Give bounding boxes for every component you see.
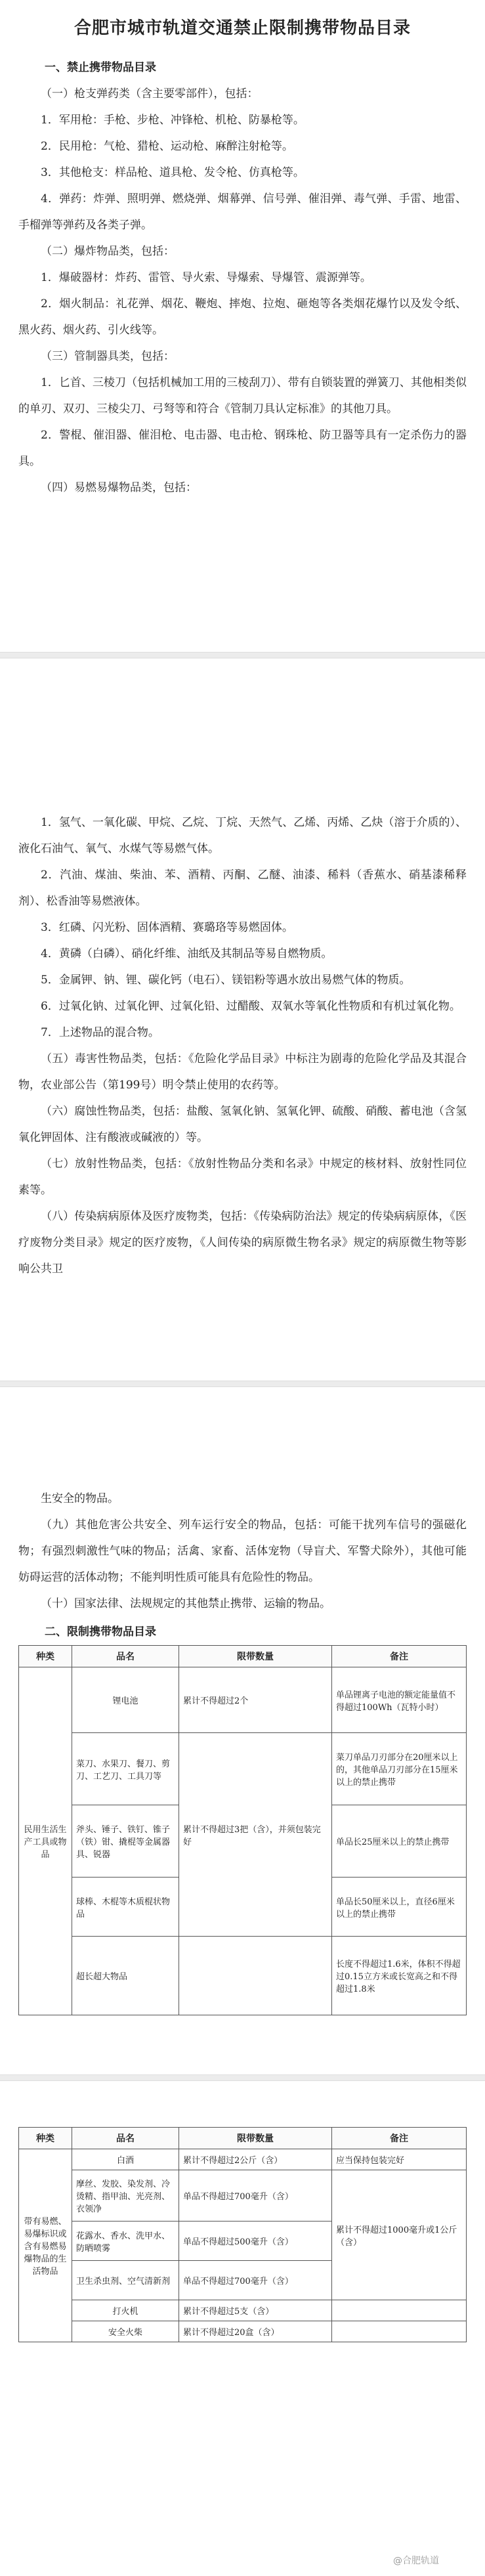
page-divider: [0, 1381, 485, 1387]
paragraph: （八）传染病病原体及医疗废物类，包括：《传染病防治法》规定的传染病病原体，《医疗废物分类目录》规定的医疗废物，《人间传染的病原微生物名录》规定的病原微生物等影响公共卫: [18, 1210, 467, 1276]
page-gap: [0, 2015, 485, 2074]
table-header-row: [19, 1646, 467, 1667]
paragraph: 4．弹药：炸弹、照明弹、燃烧弹、烟幕弹、信号弹、催泪弹、毒气弹、手雷、地雷、手榴弹等弹药及各类子弹。: [18, 192, 467, 232]
table-header-row: [19, 2128, 467, 2149]
table-row: [19, 2321, 467, 2342]
limit-cell: 单品不得超过700毫升（含）: [179, 2261, 332, 2300]
item-name-cell: 菜刀、水果刀、餐刀、剪刀、工艺刀、工具刀等: [72, 1733, 179, 1805]
note-cell: 累计不得超过1000毫升或1公斤（含）: [332, 2170, 467, 2300]
column-header: 品名: [72, 1646, 179, 1667]
note-cell: [332, 2321, 467, 2342]
paragraph: 3．红磷、闪光粉、固体酒精、赛璐珞等易燃固体。: [41, 921, 293, 934]
item-name-cell: 斧头、锤子、铁钉、锥子（铁）钳、撬棍等金属器具、锐器: [72, 1805, 179, 1878]
column-header: 限带数量: [179, 2128, 332, 2149]
paragraph: （二）爆炸物品类，包括：: [41, 245, 175, 258]
paragraph: 5．金属钾、钠、锂、碳化钙（电石）、镁铝粉等遇水放出易燃气体的物质。: [41, 974, 411, 987]
note-cell: 菜刀单品刀刃部分在20厘米以上的，其他单品刀刃部分在15厘米以上的禁止携带: [332, 1733, 467, 1805]
note-cell: 单品长50厘米以上，直径6厘米以上的禁止携带: [332, 1878, 467, 1937]
column-header: 备注: [332, 1646, 467, 1667]
table-row: [19, 1937, 467, 2015]
table-row: [19, 2170, 467, 2222]
item-name-cell: 花露水、香水、洗甲水、防晒喷雾: [72, 2222, 179, 2261]
page-divider: [0, 652, 485, 658]
note-cell: 单品锂离子电池的额定能量值不得超过100Wh（瓦特小时）: [332, 1667, 467, 1733]
column-header: 备注: [332, 2128, 467, 2149]
paragraph: 2．民用枪：气枪、猎枪、运动枪、麻醉注射枪等。: [41, 140, 293, 153]
note-cell: 单品长25厘米以上的禁止携带: [332, 1805, 467, 1878]
item-name-cell: 安全火柴: [72, 2321, 179, 2342]
source-watermark: @合肥轨道: [393, 2556, 439, 2566]
paragraph: （三）管制器具类，包括：: [41, 350, 175, 363]
paragraph: 1．匕首、三棱刀（包括机械加工用的三棱刮刀）、带有自锁装置的弹簧刀、其他相类似的单刃、双刃、三棱尖刀、弓弩等和符合《管制刀具认定标准》的其他刀具。: [18, 376, 467, 416]
category-cell: 民用生活生产工具或物品: [19, 1667, 72, 2015]
limit-cell: 累计不得超过2个: [179, 1667, 332, 1733]
item-name-cell: 卫生杀虫剂、空气清新剂: [72, 2261, 179, 2300]
column-header: 限带数量: [179, 1646, 332, 1667]
paragraph: （六）腐蚀性物品类，包括：盐酸、氢氧化钠、氢氧化钾、硫酸、硝酸、蓄电池（含氢氧化钾固体、注有酸液或碱液的）等。: [18, 1105, 467, 1144]
item-name-cell: 球棒、木棍等木质棍状物品: [72, 1878, 179, 1937]
page-gap: [0, 501, 485, 652]
paragraph: （七）放射性物品类，包括：《放射性物品分类和名录》中规定的核材料、放射性同位素等。: [18, 1157, 467, 1197]
item-name-cell: 打火机: [72, 2300, 179, 2321]
limit-cell: [179, 1937, 332, 2015]
limit-cell: 单品不得超过500毫升（含）: [179, 2222, 332, 2261]
category-cell: 带有易燃、易爆标识或含有易燃易爆物品的生活物品: [19, 2149, 72, 2342]
table-row: [19, 1667, 467, 1733]
prohibited-items-part-1: [18, 81, 467, 501]
section-heading-restricted: 二、限制携带物品目录: [45, 1625, 156, 1639]
limit-cell: 累计不得超过20盒（含）: [179, 2321, 332, 2342]
column-header: 种类: [19, 1646, 72, 1667]
paragraph: 2．汽油、煤油、柴油、苯、酒精、丙酮、乙醚、油漆、稀料（香蕉水、硝基漆稀释剂）、松香油等易燃液体。: [18, 869, 467, 908]
paragraph: 1．军用枪：手枪、步枪、冲锋枪、机枪、防暴枪等。: [41, 114, 305, 127]
limit-cell: 累计不得超过2公斤（含）: [179, 2149, 332, 2170]
paragraph: （四）易燃易爆物品类，包括：: [41, 481, 197, 494]
paragraph: （十）国家法律、法规规定的其他禁止携带、运输的物品。: [41, 1597, 331, 1610]
column-header: 种类: [19, 2128, 72, 2149]
paragraph: 4．黄磷（白磷）、硝化纤维、油纸及其制品等易自燃物质。: [41, 947, 333, 960]
limit-cell: 累计不得超过3把（含），并须包装完好: [179, 1733, 332, 1937]
page-gap: [0, 1387, 485, 1486]
page-gap: [0, 2081, 485, 2127]
page-gap: [0, 658, 485, 809]
paragraph: 生安全的物品。: [41, 1492, 119, 1505]
limit-cell: 单品不得超过700毫升（含）: [179, 2170, 332, 2222]
restricted-items-table-2: [18, 2127, 467, 2342]
paragraph: 6．过氧化钠、过氧化钾、过氧化铅、过醋酸、双氧水等氧化性物质和有机过氧化物。: [41, 1000, 461, 1013]
page-gap: [0, 1282, 485, 1381]
paragraph: 7．上述物品的混合物。: [41, 1026, 159, 1039]
paragraph: （五）毒害性物品类，包括：《危险化学品目录》中标注为剧毒的危险化学品及其混合物，农业部公告（第199号）明令禁止使用的农药等。: [18, 1052, 467, 1092]
limit-cell: 累计不得超过5支（含）: [179, 2300, 332, 2321]
paragraph: （一）枪支弹药类（含主要零部件），包括：: [41, 87, 259, 100]
page-divider: [0, 2074, 485, 2081]
paragraph: 2．烟火制品：礼花弹、烟花、鞭炮、摔炮、拉炮、砸炮等各类烟花爆竹以及发令纸、黑火药、烟火药、引火线等。: [18, 297, 467, 337]
prohibited-items-part-2: [18, 809, 467, 1282]
table-row: [19, 1733, 467, 1805]
column-header: 品名: [72, 2128, 179, 2149]
page-title: 合肥市城市轨道交通禁止限制携带物品目录: [74, 18, 411, 38]
paragraph: 1．氢气、一氧化碳、甲烷、乙烷、丁烷、天然气、乙烯、丙烯、乙炔（溶于介质的）、液化石油气、氧气、水煤气等易燃气体。: [18, 816, 467, 855]
item-name-cell: 摩丝、发胶、染发剂、冷烫精、指甲油、光亮剂、衣领净: [72, 2170, 179, 2222]
paragraph: 2．警棍、催泪器、催泪枪、电击器、电击枪、钢珠枪、防卫器等具有一定杀伤力的器具。: [18, 429, 467, 468]
table-row: [19, 2149, 467, 2170]
section-heading-prohibited: 一、禁止携带物品目录: [45, 61, 156, 74]
note-cell: 长度不得超过1.6米，体积不得超过0.15立方米或长宽高之和不得超过1.8米: [332, 1937, 467, 2015]
paragraph: （九）其他危害公共安全、列车运行安全的物品，包括：可能干扰列车信号的强磁化物；有强烈刺激性气味的物品；活禽、家畜、活体宠物（导盲犬、军警犬除外），其他可能妨碍运营的活体动物；不能判明性质可能具有危险性的物品。: [18, 1518, 467, 1584]
paragraph: 1．爆破器材：炸药、雷管、导火索、导爆索、导爆管、震源弹等。: [41, 271, 371, 284]
note-cell: [332, 2300, 467, 2321]
prohibited-items-part-3: [18, 1486, 467, 1617]
item-name-cell: 锂电池: [72, 1667, 179, 1733]
item-name-cell: 超长超大物品: [72, 1937, 179, 2015]
note-cell: 应当保持包装完好: [332, 2149, 467, 2170]
restricted-items-table-1: [18, 1645, 467, 2015]
item-name-cell: 白酒: [72, 2149, 179, 2170]
paragraph: 3．其他枪支：样品枪、道具枪、发令枪、仿真枪等。: [41, 166, 305, 179]
table-row: [19, 2300, 467, 2321]
